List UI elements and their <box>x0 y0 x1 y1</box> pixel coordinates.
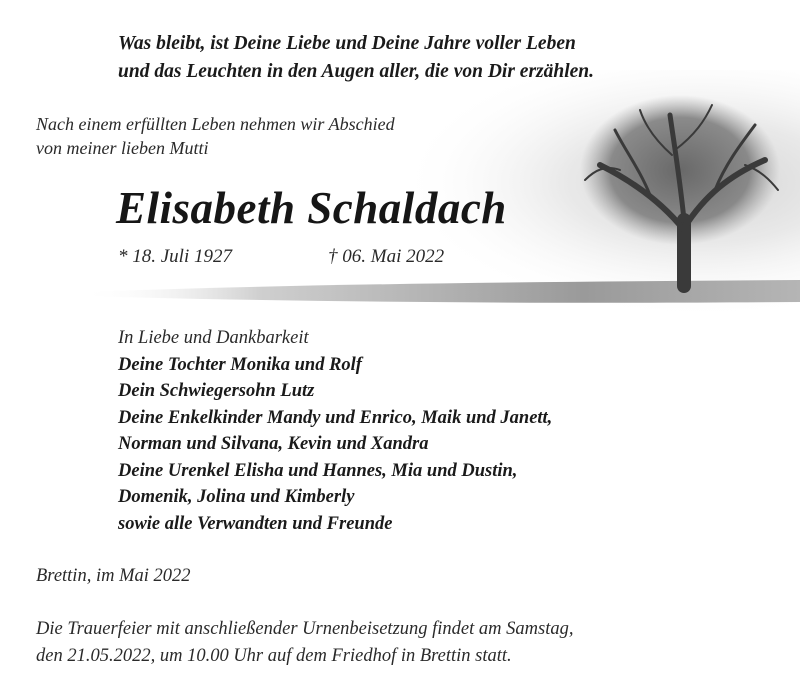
mourner-line: Domenik, Jolina und Kimberly <box>118 487 355 507</box>
farewell-intro <box>36 112 395 160</box>
mourners-list <box>118 325 552 537</box>
intro-line: Nach einem erfüllten Leben nehmen wir Abschied <box>36 114 395 134</box>
quote-line: Was bleibt, ist Deine Liebe und Deine Jahre voller Leben <box>118 33 576 54</box>
death-date: † 06. Mai 2022 <box>328 246 445 267</box>
funeral-service-info <box>36 616 573 670</box>
mourner-line: Deine Tochter Monika und Rolf <box>118 354 362 375</box>
deceased-name: Elisabeth Schaldach <box>116 183 507 233</box>
service-line: Die Trauerfeier mit anschließender Urnenbeisetzung findet am Samstag, <box>36 619 574 639</box>
mourner-line: Norman und Silvana, Kevin und Xandra <box>118 434 429 454</box>
mourner-line: Deine Enkelkinder Mandy und Enrico, Maik und Janett, <box>118 407 553 428</box>
mourner-line: Dein Schwiegersohn Lutz <box>118 381 315 401</box>
mourner-line: sowie alle Verwandten und Freunde <box>118 513 393 534</box>
birth-date: * 18. Juli 1927 <box>118 246 232 267</box>
service-line: den 21.05.2022, um 10.00 Uhr auf dem Friedhof in Brettin statt. <box>36 646 512 666</box>
intro-line: von meiner lieben Mutti <box>36 138 209 158</box>
place-date: Brettin, im Mai 2022 <box>36 566 191 586</box>
mourners-lead: In Liebe und Dankbarkeit <box>118 328 309 348</box>
mourner-line: Deine Urenkel Elisha und Hannes, Mia und Dustin, <box>118 460 518 481</box>
quote-line: und das Leuchten in den Augen aller, die von Dir erzählen. <box>118 61 595 82</box>
memorial-quote <box>118 30 738 86</box>
